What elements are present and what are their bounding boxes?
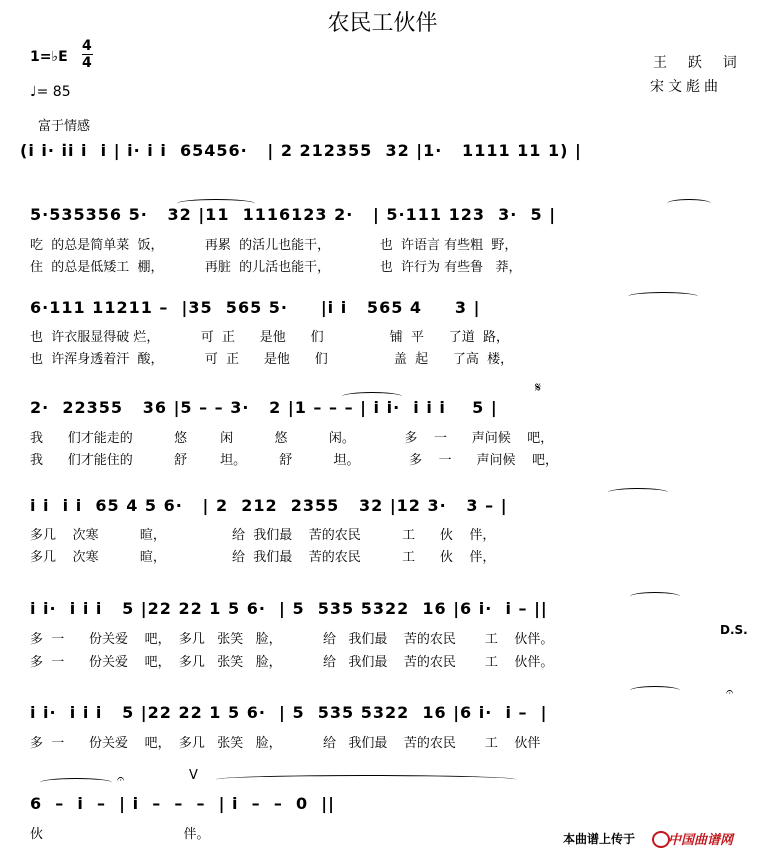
system-4-lyrics-2: 我 们才能住的 舒 坦。 舒 坦。 多 一 声问候 吧， [30,453,558,468]
system-4-lyrics-1: 我 们才能走的 悠 闲 悠 闲。 多 一 声问候 吧， [30,431,554,446]
system-1-notes: (i i· i̇i i i | i· i i 65456· | 2 212355 32 |1· 1111 11 1) | [20,141,582,160]
system-3-lyrics-2: 也 许浑身透着汗 酸， 可 正 是他 们 盖 起 了高 楼， [30,352,514,367]
slur [667,199,711,208]
system-3-lyrics-1: 也 许衣服显得破 烂， 可 正 是他 们 铺 平 了道 路， [30,330,510,345]
system-5-lyrics-1: 多几 次寒 暄， 给 我们最 苦的农民 工 伙 伴， [30,528,496,543]
system-3-notes: 6·111 11211 – |35 565 5· |i i 565 4 3 | [30,298,481,317]
upload-note: 本曲谱上传于 [563,832,636,846]
system-8-lyrics-1: 伙 伴。 [30,827,210,842]
page-title: 农民工伙伴 [327,11,438,36]
system-6-notes: i i· i i i 5 |22 22 1 5 6· | 5 535 5322 16 |6 i· i – || [30,599,548,618]
system-2-notes: 5·535356 5· 32 |11 1116123 2· | 5·111 123 3· 5 | [30,205,557,224]
tempo-marking: ♩= 85 [30,84,71,100]
slur [628,292,698,301]
system-7-lyrics-1: 多 一 份关爱 吧， 多几 张笑 脸， 给 我们最 苦的农民 工 伙伴 [30,736,541,751]
system-6-lyrics-2: 多 一 份关爱 吧， 多几 张笑 脸， 给 我们最 苦的农民 工 伙伴。 [30,655,554,670]
segno-sign: 𝄋 [535,380,542,396]
system-5-lyrics-2: 多几 次寒 暄， 给 我们最 苦的农民 工 伙 伴， [30,550,496,565]
slur [630,686,680,695]
system-2-lyrics-1: 吃 的总是简单菜 饭， 再累 的活儿也能干， 也 许语言 有些粗 野， [30,238,518,253]
dal-segno-mark: D.S. [720,623,748,637]
breath-mark: V [189,768,198,783]
site-name: 中国曲谱网 [668,833,734,848]
key-signature: 1=♭E [30,49,68,65]
slur [630,592,680,601]
slur [177,199,255,208]
slur [216,775,516,784]
fermata-sign: 𝄐 [726,685,734,700]
system-5-notes: i i i i 65 4 5 6· | 2 212 2355 32 |12 3· 3 – | [30,496,508,515]
lyricist-credit: 王 跃 词 [653,55,741,71]
time-signature-top: 4 [82,38,92,54]
system-4-notes: 2· 22355 36 |5 – – 3· 2 |1 – – – | i i· i i i 5 | [30,398,498,417]
system-6-lyrics-1: 多 一 份关爱 吧， 多几 张笑 脸， 给 我们最 苦的农民 工 伙伴。 [30,632,554,647]
system-7-notes: i i· i i i 5 |22 22 1 5 6· | 5 535 5322 16 |6 i· i – | [30,703,548,722]
time-signature-bottom: 4 [82,55,92,71]
composer-credit: 宋文彪曲 [650,79,722,95]
slur [342,392,402,401]
system-8-notes: 6 – i – | i – – – | i – – 0 || [30,794,335,813]
fermata-sign-final: 𝄐 [117,772,125,787]
slur [40,778,112,787]
expression-marking: 富于情感 [38,119,91,134]
slur [608,488,668,497]
system-2-lyrics-2: 住 的总是低矮工 棚， 再脏 的儿活也能干， 也 许行为 有些鲁 莽， [30,260,522,275]
